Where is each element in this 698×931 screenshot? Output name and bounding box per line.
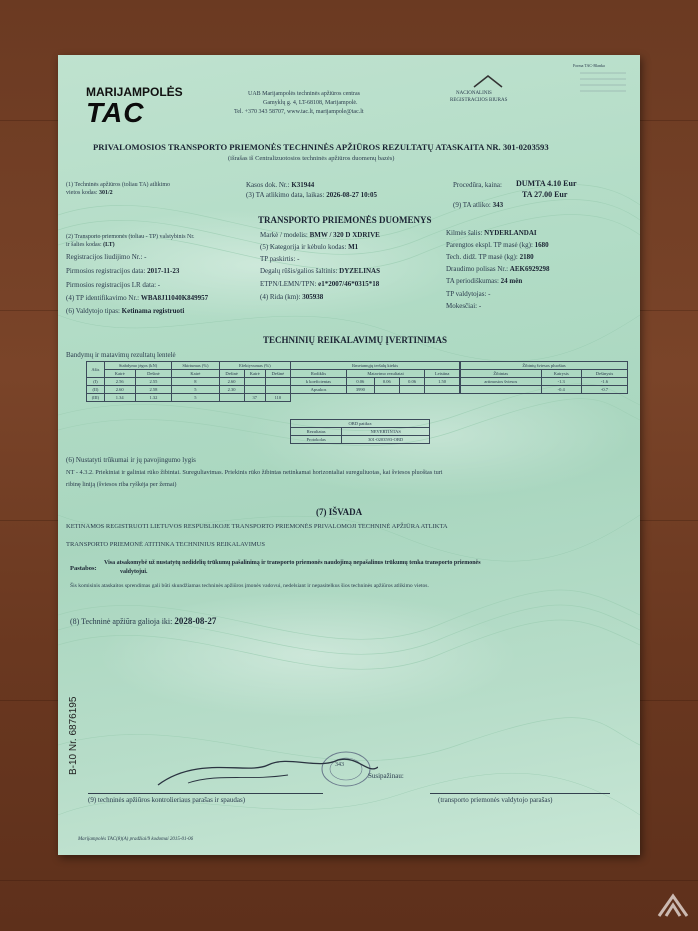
table-cell: 5 [172,386,219,394]
owner-signature-caption: (transporto priemonės valdytojo parašas) [438,796,553,804]
form-footer: Marijampolės TAC(8)(A) pradžiai/9 kodomai 2015-01-06 [78,837,194,842]
table-cell: artimosios šviesos [461,378,542,386]
table-row [87,394,291,402]
station-address-line: UAB Marijampolės techninės apžiūros centras [248,91,360,97]
brake-test-table [86,361,291,402]
obd-table [290,419,430,444]
table-cell: NEVERTINTAS [342,428,430,436]
table-cell: 5 [172,394,219,402]
origin-country: Kilmės šalis: NYDERLANDAI [446,229,537,237]
taxes: Mokesčiai: - [446,302,482,310]
report-title: PRIVALOMOSIOS TRANSPORTO PRIEMONĖS TECHNINĖS APŽIŪROS REZULTATŲ ATASKAITA NR. 301-0203593 [93,142,549,152]
conclusion-line: TRANSPORTO PRIEMONĖ ATITINKA TECHNINIUS REIKALAVIMUS [66,541,265,548]
table-row [291,378,460,386]
vin-number: (4) TP identifikavimo Nr.: WBA8J11040K849957 [66,294,209,302]
table-cell [265,386,290,394]
table-cell [265,378,290,386]
headlight-table [460,361,628,394]
signature-line [88,793,323,794]
technical-mass: Tech. didž. TP masė (kg): 2180 [446,253,534,261]
obd-header: OBD patikra [291,420,430,428]
first-registration-lt: Pirmosios registracijos LR data: - [66,281,161,289]
brand-top-text: MARIJAMPOLĖS [86,85,183,99]
procedure-label: Procedūra, kaina: [453,181,502,189]
inspector-number: (9) TA atliko: 343 [453,201,504,209]
wood-grain [0,880,698,881]
table-cell: 0.06 [346,378,374,386]
table-cell: 110 [265,394,290,402]
table-cell: 37 [244,394,265,402]
table-cell: 2.58 [135,386,172,394]
table-cell: 0.06 [374,378,399,386]
table-cell: 3990 [346,386,374,394]
inspection-report-paper [58,55,640,855]
notes-text: valdytojui. [120,569,148,575]
table-cell: 301-0203593-OBD [342,436,430,444]
vehicle-purpose: TP paskirtis: - [260,255,300,263]
table-cell: 8 [172,378,219,386]
agree-label: Susipažinau: [368,772,404,780]
table-cell: k koeficientas [291,378,347,386]
valid-until: (8) Techninė apžiūra galioja iki: 2028-08-27 [70,616,217,626]
inspection-date: (3) TA atlikimo data, laikas: 2026-08-27 10:05 [246,191,377,199]
table-row [291,436,430,444]
notes-text: Visa atsakomybė už nustatytų nedidelių trūkumų pašalinimą ir transporto priemonės naudojimą nepašalinus trūkumų tenka transporto priemonės [104,560,481,566]
regitra-label: NACIONALINIS [456,91,492,96]
table-row [291,386,460,394]
appeal-note: Šis komisinis ataskaitos sprendimas gali būti skundžiamas techninės apžiūros įmonės vadovui, nedelsiant ir nepasitelkus šios techninės apžiūros atlikimo vietos. [70,583,429,589]
table-cell: Rezultatas [291,428,342,436]
inspector-signature-stamp [128,745,378,800]
station-contact-line: Tel. +370 343 58707, www.tac.lt, marijampole@tac.lt [234,109,364,115]
defects-label: (6) Nustatyti trūkumai ir jų pavojingumo lygis [66,456,196,464]
table-cell [399,386,424,394]
table-cell: -1.6 [581,378,627,386]
cashier-doc: Kasos dok. Nr.: K31944 [246,181,315,189]
site-watermark-icon [655,890,691,922]
table-cell [374,386,399,394]
regitra-logo-icon [468,73,508,89]
type-approval: ETPN/LEMN/TPN: e1*2007/46*0315*18 [260,280,380,288]
defect-line: ribinę liniją (šviesos riba ryškėja per žemai) [66,481,177,488]
defect-line: NT - 4.3.2. Priekiniai ir galiniai rūko žibintai. Sureguliavimas. Priekinis rūko žibintas netinkamai horizontaliai sureguliuotas, kai šviesos pluoštas turi [66,469,443,476]
stamp-number: 343 [335,762,344,768]
assessment-subtitle: Bandymų ir matavimų rezultatų lentelė [66,351,176,359]
table-cell: -0.4 [541,386,581,394]
owner-type: (6) Valdytojo tipas: Ketinama registruoti [66,307,185,315]
first-registration: Pirmosios registracijos data: 2017-11-23 [66,267,180,275]
brake-col-header: Skirtumas (%) [172,362,219,370]
registration-number: (2) Transporto priemonės (toliau - TP) valstybinis Nr. ir šalies kodas: (LT) [66,234,195,248]
emission-subheader: Matavimo rezultatai [346,370,424,378]
table-cell: 2.56 [104,378,135,386]
signature-line [430,793,610,794]
insurance-policy: Draudimo polisas Nr.: AEK6929298 [446,265,550,273]
table-cell [461,386,542,394]
conclusion-title: (7) IŠVADA [316,507,363,517]
table-cell: (III) [87,394,105,402]
table-cell: -1.3 [541,378,581,386]
form-code: Forma TAC-Blanka [573,63,605,68]
guilloche-pattern [58,55,640,855]
table-cell: 1.32 [135,394,172,402]
brake-col-header: Ašis [87,362,105,378]
procedure-price: DUMTA 4.10 Eur [516,179,577,188]
station-code-label: (1) Techninės apžiūros (toliau TA) atlikimo vietos kodas: 301/2 [66,182,171,196]
table-row [461,378,628,386]
fuel-type: Degalų rūšis/galios šaltinis: DYZELINAS [260,267,380,275]
table-cell: (II) [87,386,105,394]
table-cell: 2.60 [219,378,244,386]
table-cell: 0.06 [399,378,424,386]
lights-subheader: Dešinysis [581,370,627,378]
table-cell [425,386,460,394]
table-row [461,386,628,394]
table-cell: 2.30 [219,386,244,394]
table-cell: (I) [87,378,105,386]
inspector-signature-caption: (9) techninės apžiūros kontrolieriaus parašas ir spaudas) [88,796,246,804]
table-cell: 1.50 [425,378,460,386]
table-cell [244,378,265,386]
table-row [291,428,430,436]
report-subtitle: (išrašas iš Centralizuotosios techninės apžiūros duomenų bazės) [228,155,395,162]
brake-subheader: Dešinė [219,370,244,378]
odometer: (4) Rida (km): 305938 [260,293,324,301]
table-cell: Apsukos [291,386,347,394]
lights-header: Žibintų šviesos pluoštas [461,362,628,370]
emission-subheader: Leistina [425,370,460,378]
form-serial-number: B-10 Nr. 6876195 [68,696,79,775]
table-cell: Protokolas [291,436,342,444]
vehicle-operator: TP valdytojas: - [446,290,491,298]
brake-subheader: Dešinė [265,370,290,378]
assessment-title: TECHNINIŲ REIKALAVIMŲ ĮVERTINIMAS [263,335,448,345]
lights-subheader: Kairysis [541,370,581,378]
station-address-line: Gamyklų g. 4, LT-68108, Marijampolė. [263,100,358,106]
table-cell: 2.55 [135,378,172,386]
brake-subheader: Kairė [104,370,135,378]
make-model: Markė / modelis: BMW / 320 D XDRIVE [260,231,380,239]
emission-header: Išmetamųjų teršalų kiekis [291,362,460,370]
brake-subheader: Kairė [172,370,219,378]
table-cell [219,394,244,402]
conclusion-line: KETINAMOS REGISTRUOTI LIETUVOS RESPUBLIKOJE TRANSPORTO PRIEMONĖS PRIVALOMOJI TECHNINĖ APŽIŪRA ATLIKTA [66,523,448,530]
table-row [87,386,291,394]
table-cell: 1.34 [104,394,135,402]
emission-table [290,361,460,394]
registration-certificate: Registracijos liudijimo Nr.: - [66,253,147,261]
table-cell [244,386,265,394]
inspection-period: TA periodiškumas: 24 mėn [446,277,523,285]
brake-col-header: Stabdymo jėgos (kN) [104,362,171,370]
table-cell: 2.60 [104,386,135,394]
lights-subheader: Žibintas [461,370,542,378]
security-hologram-icon [578,65,628,125]
brake-col-header: Efektyvumas (%) [219,362,290,370]
vehicle-category: (5) Kategorija ir kėbulo kodas: M1 [260,243,359,251]
curb-mass: Parengtos ekspl. TP masė (kg): 1680 [446,241,549,249]
regitra-label: REGISTRACIJOS BIURAS [450,98,508,103]
brand-logo: TAC [86,97,145,128]
vehicle-section-title: TRANSPORTO PRIEMONĖS DUOMENYS [258,215,432,225]
inspection-price: TA 27.00 Eur [522,190,568,199]
table-cell: -0.7 [581,386,627,394]
brake-subheader: Dešinė [135,370,172,378]
brake-subheader: Kairė [244,370,265,378]
table-row [87,378,291,386]
emission-subheader: Rodiklis [291,370,347,378]
notes-label: Pastabos: [70,565,97,572]
